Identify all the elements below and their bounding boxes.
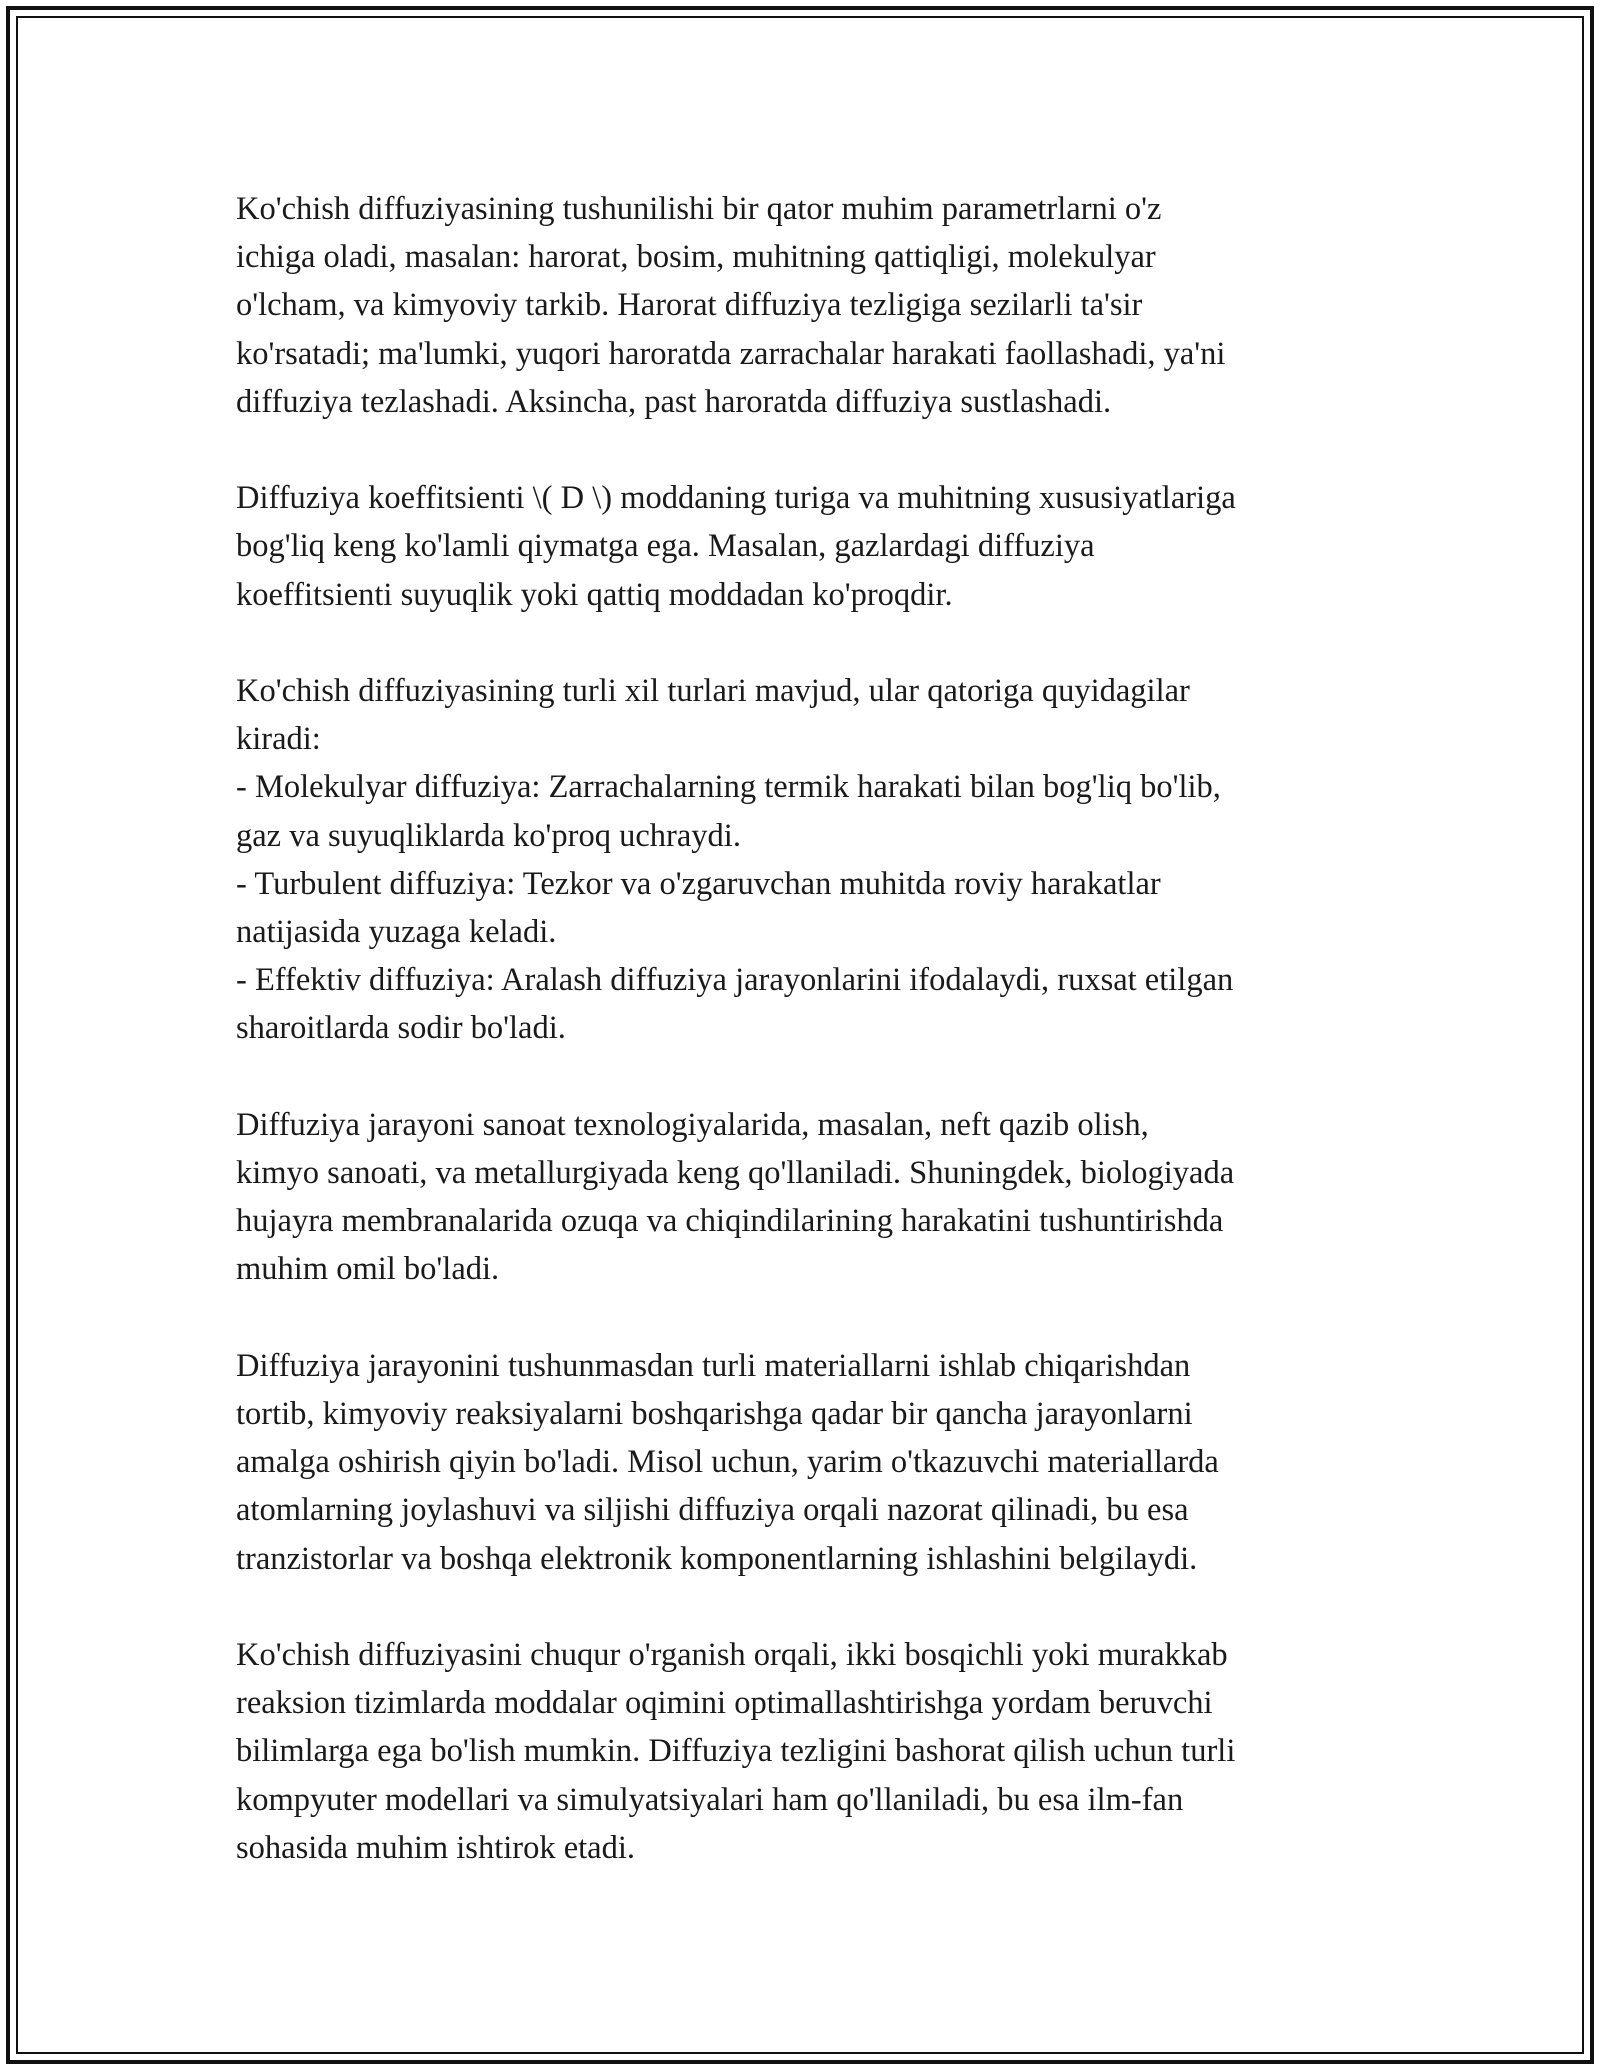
- text-line: reaksion tizimlarda moddalar oqimini optimallashtirishga yordam beruvchi: [236, 1685, 1213, 1722]
- text-line: hujayra membranalarida ozuqa va chiqindilarining harakatini tushuntirishda: [236, 1203, 1224, 1240]
- text-line: - Effektiv diffuziya: Aralash diffuziya jarayonlarini ifodalaydi, ruxsat etilgan: [236, 962, 1234, 999]
- text-line: natijasida yuzaga keladi.: [236, 914, 557, 951]
- paragraph-industry: [236, 1101, 1376, 1294]
- text-line: tortib, kimyoviy reaksiyalarni boshqarishga qadar bir qancha jarayonlarni: [236, 1396, 1193, 1433]
- text-line: bog'liq keng ko'lamli qiymatga ega. Masalan, gazlardagi diffuziya: [236, 528, 1095, 565]
- text-line: sharoitlarda sodir bo'ladi.: [236, 1010, 566, 1047]
- text-line: kompyuter modellari va simulyatsiyalari ham qo'llaniladi, bu esa ilm-fan: [236, 1781, 1184, 1818]
- text-line: muhim omil bo'ladi.: [236, 1251, 500, 1288]
- text-line: gaz va suyuqliklarda ko'proq uchraydi.: [236, 817, 741, 854]
- text-line: kiradi:: [236, 721, 321, 758]
- text-line: koeffitsienti suyuqlik yoki qattiq moddadan ko'proqdir.: [236, 576, 953, 613]
- text-line: Diffuziya jarayonini tushunmasdan turli materiallarni ishlab chiqarishdan: [236, 1347, 1191, 1384]
- text-line: ko'rsatadi; ma'lumki, yuqori haroratda zarrachalar harakati faollashadi, ya'ni: [236, 335, 1226, 372]
- text-line: bilimlarga ega bo'lish mumkin. Diffuziya tezligini bashorat qilish uchun turli: [236, 1733, 1236, 1770]
- text-line: Ko'chish diffuziyasining tushunilishi bir qator muhim parametrlarni o'z: [236, 191, 1162, 227]
- text-line: o'lcham, va kimyoviy tarkib. Harorat diffuziya tezligiga sezilarli ta'sir: [236, 287, 1143, 324]
- text-line: kimyo sanoati, va metallurgiyada keng qo'llaniladi. Shuningdek, biologiyada: [236, 1155, 1235, 1192]
- paragraph-modeling: [236, 1631, 1376, 1872]
- text-line: atomlarning joylashuvi va siljishi diffuziya orqali nazorat qilinadi, bu esa: [236, 1492, 1189, 1529]
- text-line: ichiga oladi, masalan: harorat, bosim, muhitning qattiqligi, molekulyar: [236, 239, 1156, 276]
- text-line: Ko'chish diffuziyasining turli xil turlari mavjud, ular qatoriga quyidagilar: [236, 673, 1190, 709]
- text-line: amalga oshirish qiyin bo'ladi. Misol uchun, yarim o'tkazuvchi materiallarda: [236, 1444, 1219, 1481]
- text-line: tranzistorlar va boshqa elektronik komponentlarning ishlashini belgilaydi.: [236, 1540, 1198, 1577]
- paragraph-temperature: [236, 185, 1376, 426]
- paragraph-coefficient: [236, 474, 1376, 619]
- text-line: Diffuziya jarayoni sanoat texnologiyalarida, masalan, neft qazib olish,: [236, 1106, 1149, 1143]
- text-line: - Turbulent diffuziya: Tezkor va o'zgaruvchan muhitda roviy harakatlar: [236, 865, 1161, 902]
- text-line: diffuziya tezlashadi. Aksincha, past haroratda diffuziya sustlashadi.: [236, 383, 1112, 420]
- paragraph-diffusion-types: [236, 667, 1376, 1053]
- text-line: Diffuziya koeffitsienti \( D \) moddaning turiga va muhitning xususiyatlariga: [236, 480, 1236, 517]
- text-line: Ko'chish diffuziyasini chuqur o'rganish orqali, ikki bosqichli yoki murakkab: [236, 1637, 1228, 1674]
- paragraph-materials: [236, 1342, 1376, 1583]
- document-body: [236, 185, 1376, 1872]
- text-line: - Molekulyar diffuziya: Zarrachalarning termik harakati bilan bog'liq bo'lib,: [236, 769, 1221, 806]
- text-line: sohasida muhim ishtirok etadi.: [236, 1829, 635, 1866]
